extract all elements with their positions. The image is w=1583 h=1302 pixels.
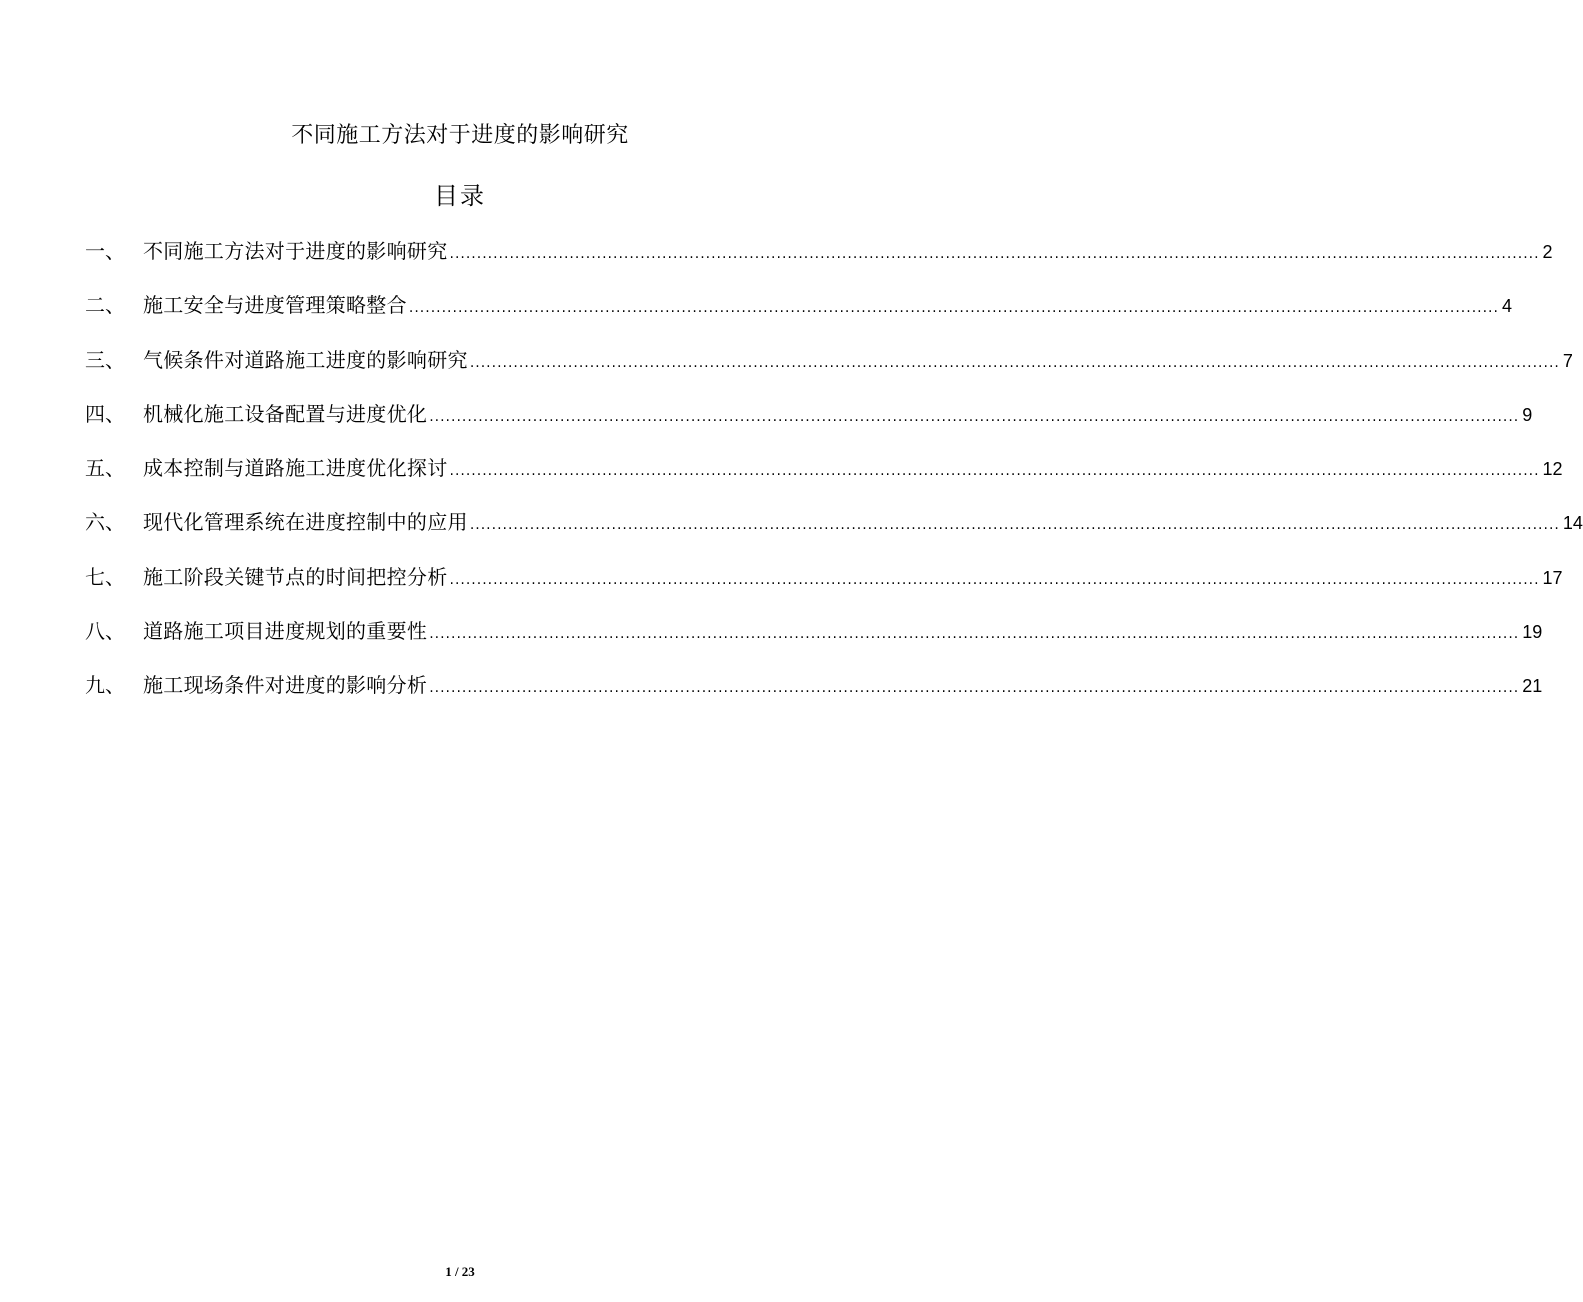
- toc-entry-title[interactable]: 成本控制与道路施工进度优化探讨: [143, 456, 448, 481]
- toc-dot-leader: ........................................................................................................................................................................................................: [408, 300, 1499, 317]
- toc-entry-number: 一、: [85, 239, 125, 263]
- toc-entry-number: 三、: [85, 347, 125, 372]
- toc-dot-leader: ........................................................................................................................................................................................................: [449, 463, 1540, 480]
- toc-dot-leader: ........................................................................................................................................................................................................: [429, 626, 1520, 643]
- toc-entry[interactable]: [85, 399, 1533, 453]
- toc-entry[interactable]: [85, 345, 1573, 399]
- toc-entry[interactable]: [85, 236, 1553, 290]
- toc-entry-number: 六、: [85, 510, 125, 535]
- toc-entry[interactable]: [85, 616, 1543, 670]
- toc-entry-page[interactable]: 14: [1562, 513, 1583, 534]
- toc-entry[interactable]: [85, 290, 1512, 344]
- toc-entry-title[interactable]: 道路施工项目进度规划的重要性: [143, 619, 428, 644]
- toc-dot-leader: ........................................................................................................................................................................................................: [429, 408, 1520, 425]
- toc-entry[interactable]: [85, 507, 1583, 561]
- toc-dot-leader: ........................................................................................................................................................................................................: [469, 517, 1560, 534]
- toc-entry-page[interactable]: 7: [1562, 350, 1573, 371]
- toc-entry-title[interactable]: 机械化施工设备配置与进度优化: [143, 401, 428, 426]
- toc-dot-leader: ........................................................................................................................................................................................................: [429, 680, 1520, 697]
- toc-dot-leader: ........................................................................................................................................................................................................: [449, 246, 1540, 262]
- toc-entry-number: 九、: [85, 673, 125, 698]
- toc-entry-number: 七、: [85, 564, 125, 589]
- page-number-footer: 1 / 23: [445, 1264, 475, 1279]
- toc-entry-title[interactable]: 施工阶段关键节点的时间把控分析: [143, 564, 448, 589]
- toc-entry-title[interactable]: 不同施工方法对于进度的影响研究: [143, 239, 448, 263]
- toc-entry-number: 八、: [85, 619, 125, 644]
- document-title: 不同施工方法对于进度的影响研究: [291, 123, 629, 148]
- toc-entry-page[interactable]: 12: [1542, 459, 1563, 480]
- toc-entry-page[interactable]: 19: [1522, 622, 1543, 643]
- toc-entry-page[interactable]: 17: [1542, 567, 1563, 588]
- toc-entry[interactable]: [85, 453, 1563, 507]
- toc-entry-number: 五、: [85, 456, 125, 481]
- toc-entry-title[interactable]: 气候条件对道路施工进度的影响研究: [143, 347, 468, 372]
- toc-entry-page[interactable]: 4: [1501, 296, 1512, 317]
- toc-entry-title[interactable]: 施工现场条件对进度的影响分析: [143, 673, 428, 698]
- toc-entry-title[interactable]: 现代化管理系统在进度控制中的应用: [143, 510, 468, 535]
- toc-entry-page[interactable]: 2: [1542, 242, 1553, 262]
- toc-entry-number: 四、: [85, 401, 125, 426]
- toc-entry[interactable]: [85, 670, 1543, 724]
- table-of-contents: [85, 236, 1583, 725]
- toc-entry-page[interactable]: 21: [1522, 676, 1543, 697]
- toc-heading: 目录: [434, 182, 486, 210]
- toc-dot-leader: ........................................................................................................................................................................................................: [449, 571, 1540, 588]
- toc-entry[interactable]: [85, 562, 1563, 616]
- toc-entry-page[interactable]: 9: [1522, 404, 1533, 425]
- toc-dot-leader: ........................................................................................................................................................................................................: [469, 354, 1560, 371]
- toc-entry-number: 二、: [85, 293, 125, 318]
- toc-entry-title[interactable]: 施工安全与进度管理策略整合: [143, 293, 407, 318]
